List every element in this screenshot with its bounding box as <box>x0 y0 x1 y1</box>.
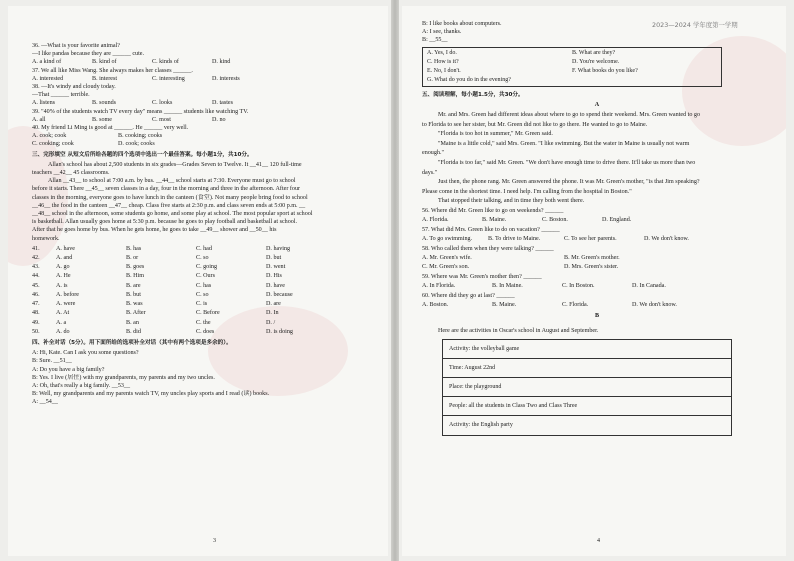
option: C. To see her parents. <box>564 236 617 243</box>
option: A. all <box>32 116 46 123</box>
question-stem: —That ______ terrible. <box>32 92 90 99</box>
page-fold <box>391 0 399 561</box>
dialogue-line: B: Yes. I live (居住) with my grandparents, my parents and my two uncles. <box>32 374 215 381</box>
passage-line: That stopped their talking, and in time they both went there. <box>438 198 585 205</box>
option: C. going <box>196 264 217 271</box>
passage-a-label: A <box>594 101 600 108</box>
option: A. before <box>56 291 80 298</box>
passage-line: After that he goes home by bus. When he gets home, he goes to take __49__ shower and __50__ his <box>32 227 277 234</box>
table-row: Activity: the volleyball game <box>443 340 731 359</box>
question-number: 44. <box>32 273 40 280</box>
table-row: Place: the playground <box>443 378 731 397</box>
table-row: People: all the students in Class Two and Class Three <box>443 397 731 416</box>
choice: A. Yes, I do. <box>427 49 457 56</box>
option: A. listens <box>32 100 56 107</box>
option: B. Maine. <box>492 302 517 309</box>
question-stem: 39. "40% of the students watch TV every day" means ______ students like watching TV. <box>32 108 249 115</box>
option: B. kind of <box>92 59 117 66</box>
option: D. tastes <box>212 100 233 107</box>
option: B. Maine. <box>482 217 507 224</box>
section-title-reading: 五、阅读理解，每小题1.5分，共30分。 <box>422 91 524 98</box>
passage-line: Just then, the phone rang. Mr. Green answered the phone. It was Mr. Green's mother, "is that Jim speaking? <box>438 179 700 186</box>
option: C. so <box>196 291 209 298</box>
option: A. go <box>56 264 70 271</box>
option: D. are <box>266 301 281 308</box>
mc-question-39 <box>32 108 376 124</box>
passage-line: Please come in the shortest time. I need help. I'm calling from the hospital in Boston." <box>422 188 632 195</box>
passage-b-intro: Here are the activities in Oscar's school in August and September. <box>438 327 599 334</box>
question-number: 46. <box>32 291 40 298</box>
option: B. some <box>92 116 112 123</box>
option: A. have <box>56 245 75 252</box>
option: D. We don't know. <box>632 302 677 309</box>
option: A. cook; cook <box>32 133 67 140</box>
question-number: 47. <box>32 301 40 308</box>
option: D. cook; cooks <box>118 141 155 148</box>
question-stem: 59. Where was Mr. Green's mother then? ______ <box>422 273 542 280</box>
option: D. is doing <box>266 328 293 335</box>
choice: C. How is it? <box>427 58 459 65</box>
option: B. sounds <box>92 100 117 107</box>
question-number: 50. <box>32 328 40 335</box>
option: A. a kind of <box>32 59 62 66</box>
option: B. an <box>126 319 139 326</box>
option: C. the <box>196 319 211 326</box>
question-number: 45. <box>32 282 40 289</box>
option: C. looks <box>152 100 173 107</box>
option: D. having <box>266 245 291 252</box>
mc-question-36 <box>32 42 376 67</box>
option: B. Mr. Green's mother. <box>564 254 620 261</box>
section-title-dialogue: 四、补全对话（5分）。用下面所给的选项补全对话（其中有两个选项是多余的）。 <box>32 339 232 346</box>
option: B. but <box>126 291 141 298</box>
option: B. In Maine. <box>492 283 523 290</box>
passage-line: homework. <box>32 235 60 242</box>
passage-a <box>422 111 772 207</box>
option: A. In Florida. <box>422 283 456 290</box>
choice: F. What books do you like? <box>572 67 638 74</box>
option: A. Boston. <box>422 302 449 309</box>
reading-question-56 <box>422 207 772 226</box>
cloze-passage <box>32 161 376 243</box>
option: C. so <box>196 255 209 262</box>
option: D. In Canada. <box>632 283 666 290</box>
option: C. Boston. <box>542 217 568 224</box>
option: D. kind <box>212 59 231 66</box>
option: D. because <box>266 291 293 298</box>
option: B. has <box>126 245 142 252</box>
left-page <box>8 6 388 556</box>
passage-line: enough." <box>422 150 444 157</box>
option: C. cooking; cook <box>32 141 74 148</box>
table-row: Activity: the English party <box>449 422 513 429</box>
passage-line: classes in the morning, everyone goes to have lunch in the canteen (食堂). Not many people bring food to school <box>32 194 308 201</box>
option: D. have <box>266 282 285 289</box>
option: C. kinds of <box>152 59 179 66</box>
option: A. were <box>56 301 76 308</box>
option: B. or <box>126 255 139 262</box>
question-stem: 37. We all like Miss Wang. She always makes her classes ______. <box>32 67 193 74</box>
page-number: 3 <box>213 538 216 544</box>
question-stem: 60. Where did they go at last? ______ <box>422 292 515 299</box>
question-number: 43. <box>32 264 40 271</box>
option: C. interesting <box>152 75 185 82</box>
activity-table <box>442 339 732 436</box>
option: C. most <box>152 116 171 123</box>
question-stem: 38. —It's windy and cloudy today. <box>32 84 116 91</box>
choice: D. You're welcome. <box>572 58 620 65</box>
mc-question-37 <box>32 67 376 83</box>
option: C. In Boston. <box>562 283 595 290</box>
option: D. England. <box>602 217 632 224</box>
option: C. Mr. Green's son. <box>422 264 470 271</box>
option: C. Florida. <box>562 302 589 309</box>
passage-line: Allan __43__ to school at 7:00 a.m. by bus. __44__ school starts at 7:30. Everyone must go to school <box>48 178 296 185</box>
option: D. His <box>266 273 282 280</box>
choice: E. No, I don't. <box>427 67 461 74</box>
option: C. is <box>196 301 208 308</box>
passage-line: __48__ school in the afternoon, some students go home, and some play at school. The most popular sport at school <box>32 211 313 218</box>
dialogue-line: A: __54__ <box>32 399 58 406</box>
option: D. Mrs. Green's sister. <box>564 264 619 271</box>
mc-question-38 <box>32 83 376 108</box>
option: B. are <box>126 282 141 289</box>
section-title-cloze: 三、完形填空 从短文后所给各题的四个选项中选出一个最佳答案。每小题1分，共10分。 <box>32 151 253 158</box>
option: D. interests <box>212 75 240 82</box>
passage-line: "Florida is too hot in summer," Mr. Green said. <box>438 131 553 138</box>
question-number: 41. <box>32 245 40 252</box>
option: D. / <box>266 319 276 326</box>
reading-question-60 <box>422 292 772 311</box>
option: B. cooking; cooks <box>118 133 163 140</box>
passage-b-label: B <box>594 313 600 320</box>
question-stem: 56. Where did Mr. Green like to go on weekends? ______ <box>422 207 564 214</box>
right-column <box>422 20 772 436</box>
option: C. Before <box>196 310 220 317</box>
question-number: 49. <box>32 319 40 326</box>
option: A. and <box>56 255 73 262</box>
question-stem: 58. Who called them when they were talking? ______ <box>422 245 554 252</box>
question-stem: —I like pandas because they are ______ cute. <box>32 51 145 58</box>
option: B. After <box>126 310 146 317</box>
option: B. goes <box>126 264 145 271</box>
page-number: 4 <box>597 538 600 544</box>
question-number: 42. <box>32 255 40 262</box>
passage-line: "Maine is a little cold," said Mrs. Green. "I like swimming. But the water in Maine is usually not warm <box>438 140 690 147</box>
option: A. a <box>56 319 67 326</box>
option: C. had <box>196 245 212 252</box>
dialogue-line: A: Oh, that's really a big family. __53__ <box>32 382 131 389</box>
option: C. has <box>196 282 212 289</box>
question-stem: 57. What did Mrs. Green like to do on vacation? ______ <box>422 226 560 233</box>
passage-line: __46__ the food in the canteen __47__ cheap. Class five starts at 2:30 p.m. and class seven ends at 5:00 p.m. __ <box>32 202 306 209</box>
reading-question-57 <box>422 226 772 245</box>
option: D. In <box>266 310 279 317</box>
option: D. no <box>212 116 226 123</box>
option: A. Mr. Green's wife. <box>422 254 472 261</box>
mc-question-40 <box>32 124 376 149</box>
option: A. He <box>56 273 71 280</box>
dialogue-line: B: __55__ <box>422 37 448 44</box>
option: B. Him <box>126 273 144 280</box>
question-stem: 40. My friend Li Ming is good at ______. He ______ very well. <box>32 125 189 132</box>
choice: G. What do you do in the evening? <box>427 76 511 83</box>
option: C. Ours <box>196 273 215 280</box>
option: D. but <box>266 255 282 262</box>
dialogue-line: A: Hi, Kate. Can I ask you some questions? <box>32 350 139 357</box>
option: D. We don't know. <box>644 236 689 243</box>
passage-line: to Florida to see her sister, but Mr. Green did not like to go there. He wanted to go to Maine. <box>422 121 648 128</box>
reading-question-59 <box>422 273 772 292</box>
dialogue-line: A: Do you have a big family? <box>32 366 105 373</box>
passage-line: teachers __42__ 45 classrooms. <box>32 170 110 177</box>
question-number: 48. <box>32 310 40 317</box>
question-stem: 36. —What is your favorite animal? <box>32 43 120 49</box>
option: B. was <box>126 301 143 308</box>
faint-header: 2023—2024 学年度第一学期 <box>652 21 738 29</box>
choice: B. What are they? <box>572 49 616 56</box>
option: B. did <box>126 328 141 335</box>
option: B. To drive to Maine. <box>488 236 541 243</box>
reading-questions <box>422 207 772 310</box>
option: B. interest <box>92 75 118 82</box>
passage-line: Allan's school has about 2,500 students in six grades—Grades Seven to Twelve. It __41__ 120 full-time <box>48 161 302 168</box>
passage-line: days." <box>422 169 438 176</box>
table-row: Time: August 22nd <box>443 359 731 378</box>
passage-line: is basketball. Allan usually goes home at 5:30 p.m. because he goes to play football and basketball at school. <box>32 219 298 226</box>
option: C. does <box>196 328 215 335</box>
option: A. do <box>56 328 70 335</box>
dialogue-line: B: Sure. __51__ <box>32 358 72 365</box>
passage-line: before it starts. There __45__ seven classes in a day, four in the morning and three in the afternoon. After four <box>32 186 301 193</box>
left-column <box>32 42 376 407</box>
option: D. went <box>266 264 286 271</box>
right-page <box>402 6 786 556</box>
passage-line: "Florida is too far," said Mr. Green. "We don't have enough time to drive there. It'll take us more than two <box>438 159 696 166</box>
option: A. is <box>56 282 68 289</box>
cloze-options-grid <box>32 245 376 337</box>
option: A. interested <box>32 75 64 82</box>
dialogue <box>32 349 376 406</box>
option: A. At <box>56 310 70 317</box>
dialogue-line: A: I see, thanks. <box>422 29 462 36</box>
dialogue-line: B: Well, my grandparents and my parents watch TV, my uncles play sports and I read (读) books. <box>32 391 270 398</box>
option: A. To go swimming. <box>422 236 473 243</box>
dialogue-choices-box <box>422 47 722 87</box>
dialogue-line: B: I like books about computers. <box>422 21 502 27</box>
reading-question-58 <box>422 245 772 273</box>
passage-line: Mr. and Mrs. Green had different ideas about where to go to spend their weekend. Mrs. Green wanted to go <box>438 112 701 119</box>
option: A. Florida. <box>422 217 449 224</box>
